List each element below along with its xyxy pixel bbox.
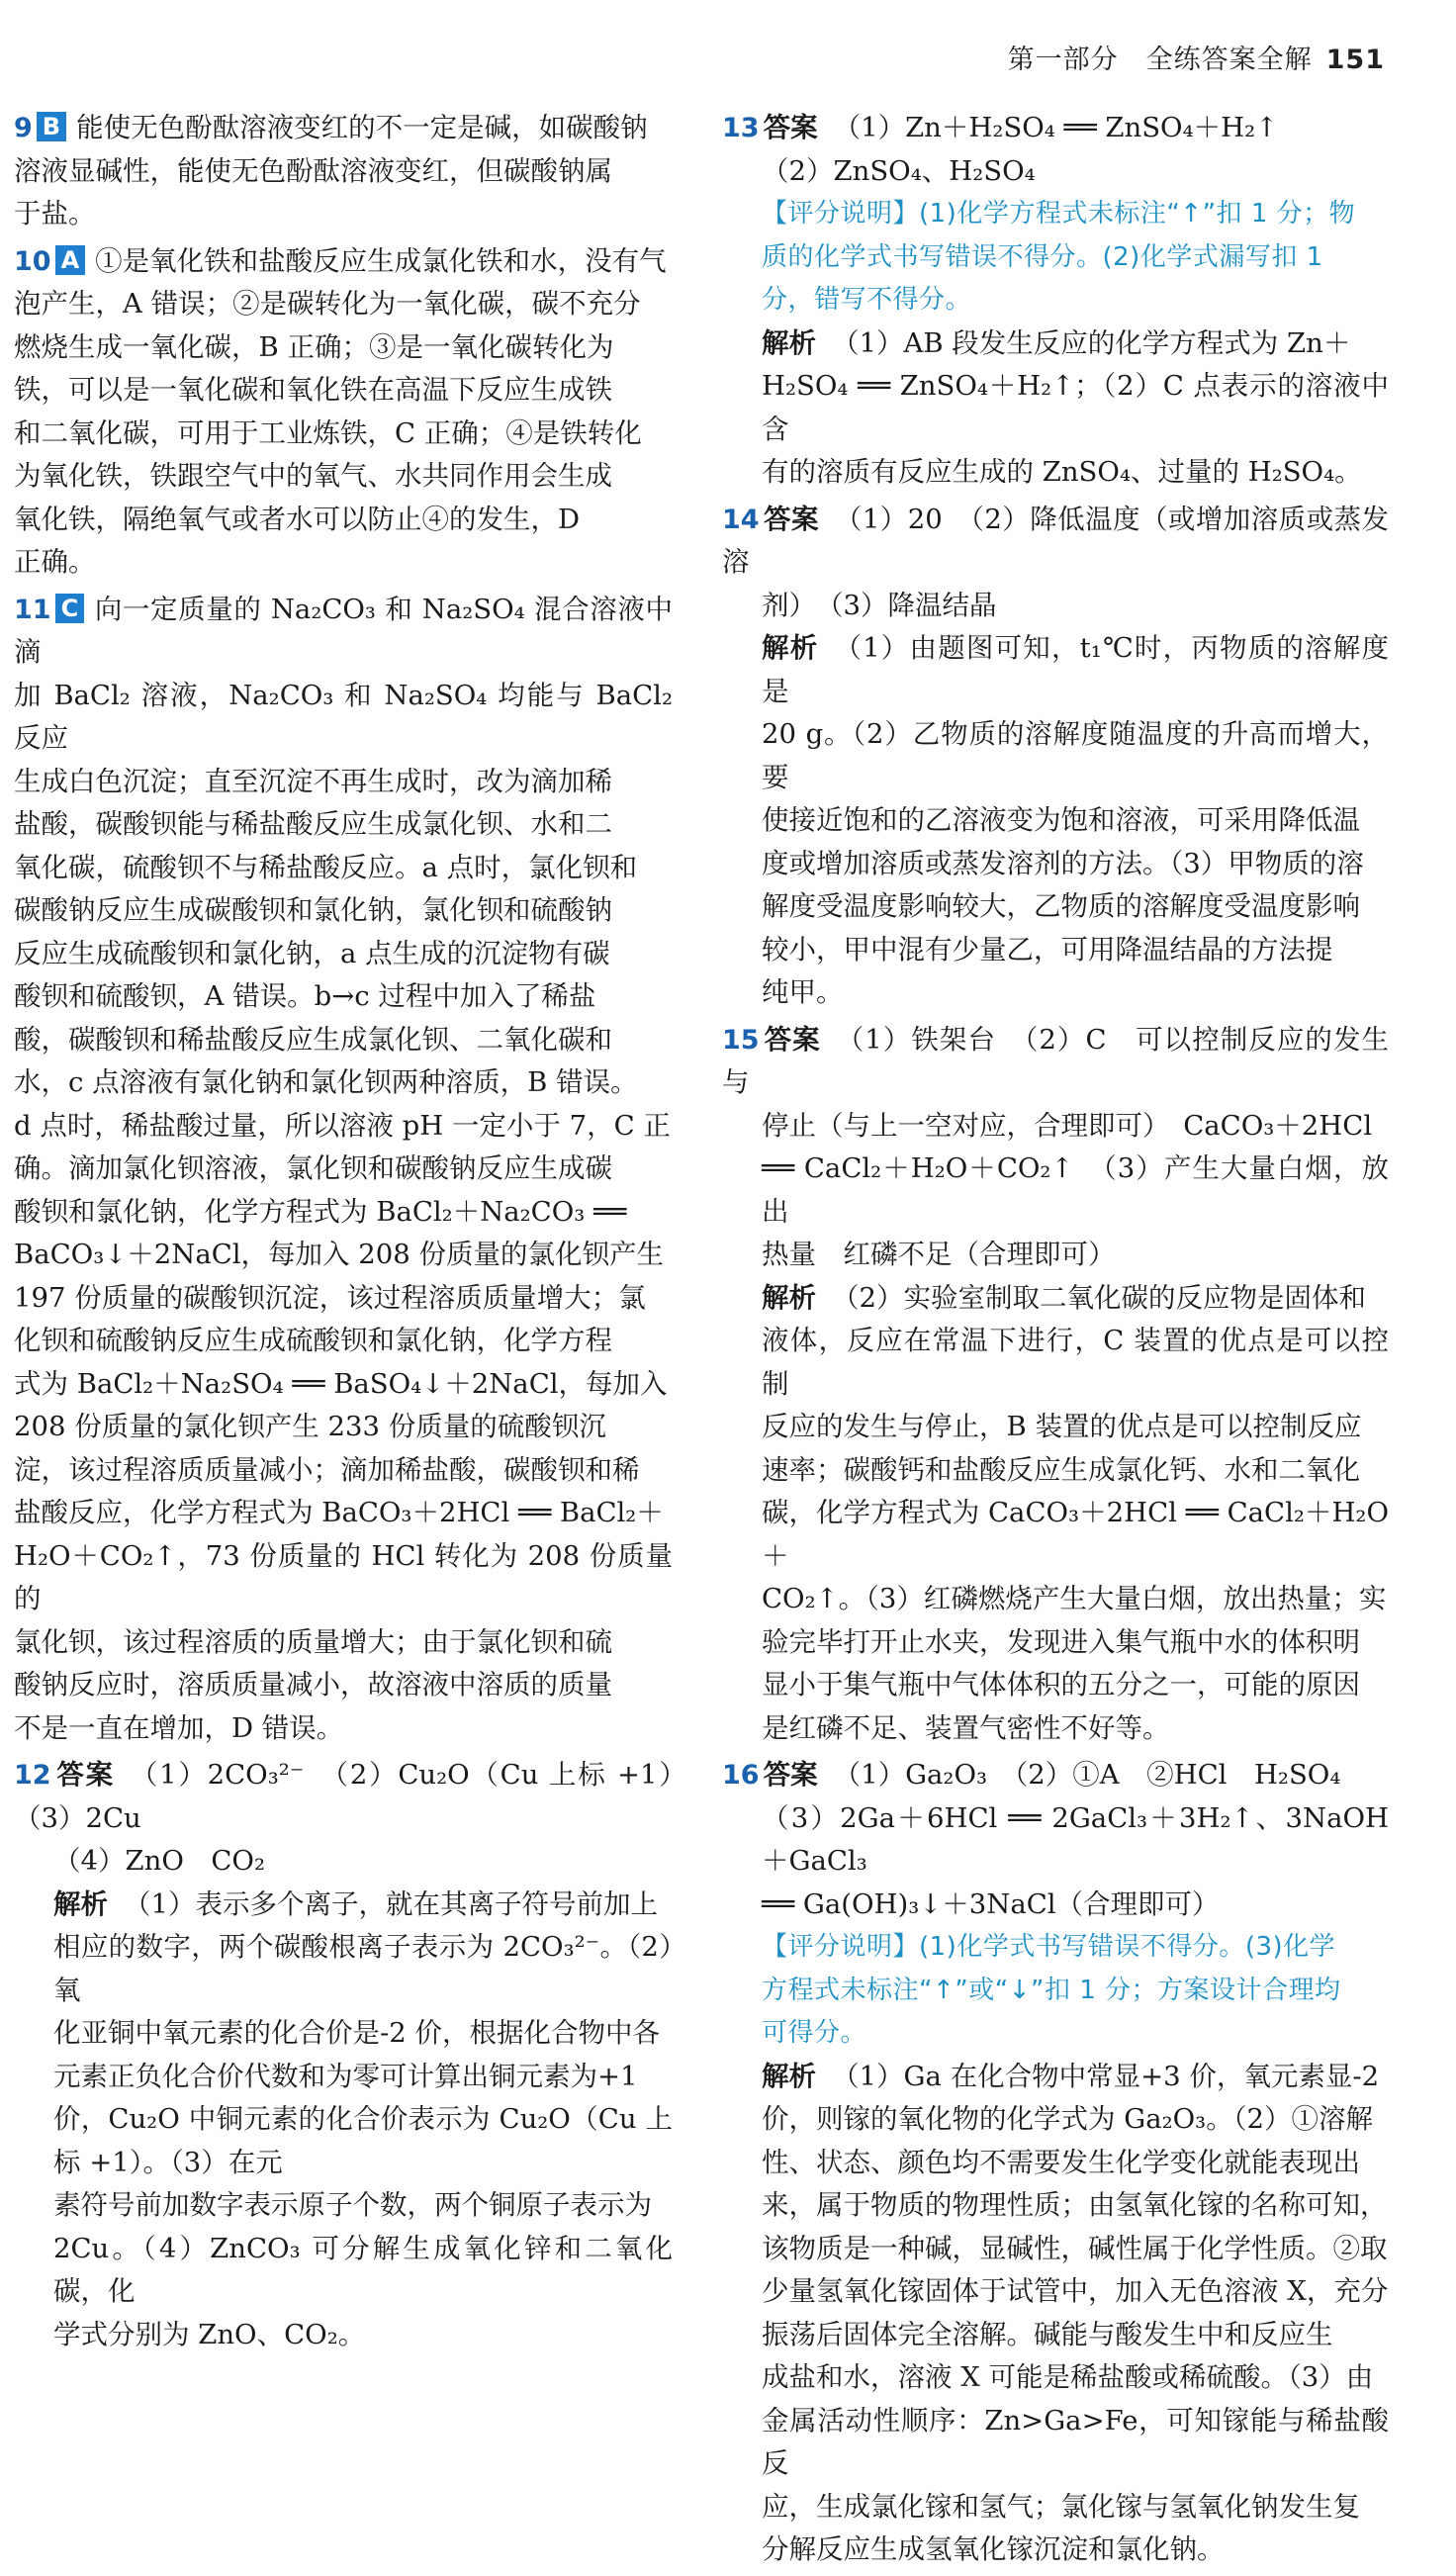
scoring-note-line: 方程式未标注“↑”或“↓”扣 1 分；方案设计合理均	[762, 1975, 1341, 2005]
question-number: 14	[722, 504, 760, 535]
question-11	[14, 589, 673, 1751]
analysis-line: 使接近饱和的乙溶液变为饱和溶液，可采用降低温	[762, 804, 1360, 836]
explanation-line: 酸钡和硫酸钡，A 错误。b→c 过程中加入了稀盐	[14, 980, 596, 1012]
question-number: 15	[722, 1024, 760, 1056]
analysis-line: 速率；碳酸钙和盐酸反应生成氯化钙、水和二氧化	[762, 1453, 1360, 1486]
analysis-label: 解析	[762, 326, 816, 359]
explanation-line: 208 份质量的氯化钡产生 233 份质量的硫酸钡沉	[14, 1411, 606, 1442]
explanation-line: ①是氧化铁和盐酸反应生成氯化铁和水，没有气	[95, 244, 667, 277]
analysis-line: 较小，甲中混有少量乙，可用降温结晶的方法提	[762, 933, 1333, 966]
question-number: 12	[14, 1760, 51, 1791]
analysis-label: 解析	[762, 2060, 816, 2092]
answer-label: 答案	[54, 1759, 115, 1791]
analysis-line: H₂SO₄ ══ ZnSO₄＋H₂↑；（2）C 点表示的溶液中含	[762, 370, 1389, 445]
explanation-line: 于盐。	[14, 198, 96, 230]
answer-line: （2）ZnSO₄、H₂SO₄	[762, 154, 1036, 187]
answer-badge: A	[55, 245, 86, 275]
header-title: 第一部分 全练答案全解	[1007, 45, 1313, 75]
question-10	[14, 240, 673, 585]
analysis-label: 解析	[762, 1281, 816, 1314]
analysis-line: （1）表示多个离子，就在其离子符号前加上	[124, 1887, 658, 1920]
answer-line: （1）铁架台 （2）C 可以控制反应的发生与	[722, 1023, 1389, 1098]
explanation-line: 泡产生，A 错误；②是碳转化为一氧化碳，碳不充分	[14, 288, 641, 320]
analysis-line: 应，生成氯化镓和氢气；氯化镓与氢氧化钠发生复	[762, 2490, 1360, 2523]
explanation-line: H₂O＋CO₂↑，73 份质量的 HCl 转化为 208 份质量的	[14, 1539, 673, 1614]
explanation-line: 和二氧化碳，可用于工业炼铁，C 正确；④是铁转化	[14, 416, 642, 449]
analysis-label: 解析	[53, 1887, 108, 1920]
explanation-line: 氧化碳，硫酸钡不与稀盐酸反应。a 点时，氯化钡和	[14, 851, 638, 883]
scoring-note-line: 【评分说明】(1)化学方程式未标注“↑”扣 1 分；物	[762, 199, 1356, 229]
explanation-line: 正确。	[14, 546, 96, 578]
page-number: 151	[1325, 45, 1385, 75]
analysis-line: 振荡后固体完全溶解。碱能与酸发生中和反应生	[762, 2318, 1333, 2350]
analysis-line: 价，Cu₂O 中铜元素的化合价表示为 Cu₂O（Cu 上标 +1）。（3）在元	[53, 2103, 673, 2178]
explanation-line: BaCO₃↓＋2NaCl，每加入 208 份质量的氯化钡产生	[14, 1239, 665, 1270]
analysis-line: 性、状态、颜色均不需要发生化学变化就能表现出	[762, 2146, 1360, 2178]
question-number: 9	[14, 113, 33, 143]
right-column	[722, 107, 1389, 2576]
analysis-label: 解析	[762, 632, 819, 664]
scoring-note-line: 质的化学式书写错误不得分。(2)化学式漏写扣 1	[762, 241, 1323, 272]
analysis-line: （1）AB 段发生反应的化学方程式为 Zn＋	[832, 326, 1351, 359]
explanation-line: 水，c 点溶液有氯化钠和氯化钡两种溶质，B 错误。	[14, 1066, 638, 1098]
answer-line: 剂） （3）降温结晶	[762, 589, 997, 621]
question-15	[722, 1019, 1389, 1751]
answer-badge: C	[55, 594, 85, 623]
analysis-line: 解度受温度影响较大，乙物质的溶解度受温度影响	[762, 890, 1360, 922]
answer-line: （1）20 （2）降低温度（或增加溶质或蒸发溶	[722, 503, 1390, 578]
answer-label: 答案	[763, 1759, 818, 1791]
question-13	[722, 107, 1389, 495]
analysis-line: 2Cu。（4）ZnCO₃ 可分解生成氧化锌和二氧化碳，化	[53, 2232, 673, 2307]
answer-line: 停止（与上一空对应，合理即可） CaCO₃＋2HCl	[762, 1109, 1373, 1142]
analysis-line: 纯甲。	[762, 976, 844, 1008]
question-number: 16	[722, 1760, 760, 1791]
answer-line: （3）2Ga＋6HCl ══ 2GaCl₃＋3H₂↑、3NaOH＋GaCl₃	[762, 1801, 1389, 1877]
answer-label: 答案	[763, 112, 818, 143]
analysis-line: CO₂↑。（3）红磷燃烧产生大量白烟，放出热量；实	[762, 1583, 1387, 1614]
question-number: 11	[14, 594, 51, 625]
explanation-line: 197 份质量的碳酸钡沉淀，该过程溶质质量增大；氯	[14, 1281, 646, 1314]
explanation-line: 向一定质量的 Na₂CO₃ 和 Na₂SO₄ 混合溶液中滴	[14, 593, 673, 668]
scoring-note-line: 分，错写不得分。	[762, 285, 972, 315]
analysis-line: 是红磷不足、装置气密性不好等。	[762, 1711, 1170, 1744]
question-16	[722, 1754, 1389, 2572]
analysis-line: （2）实验室制取二氧化碳的反应物是固体和	[832, 1281, 1366, 1314]
question-12	[14, 1754, 700, 2356]
analysis-line: 反应的发生与停止，B 装置的优点是可以控制反应	[762, 1411, 1362, 1442]
analysis-line: 成盐和水，溶液 X 可能是稀盐酸或稀硫酸。（3）由	[762, 2361, 1374, 2393]
analysis-line: 碳，化学方程式为 CaCO₃＋2HCl ══ CaCl₂＋H₂O＋	[762, 1497, 1389, 1572]
analysis-line: 化亚铜中氧元素的化合价是-2 价，根据化合物中各	[53, 2017, 661, 2049]
explanation-line: 式为 BaCl₂＋Na₂SO₄ ══ BaSO₄↓＋2NaCl，每加入	[14, 1367, 668, 1400]
analysis-line: 学式分别为 ZnO、CO₂。	[53, 2318, 366, 2350]
question-number: 10	[14, 245, 51, 277]
explanation-line: 酸，碳酸钡和稀盐酸反应生成氯化钡、二氧化碳和	[14, 1023, 612, 1056]
analysis-line: （1）Ga 在化合物中常显+3 价，氧元素显-2	[832, 2060, 1380, 2092]
question-number: 13	[722, 113, 760, 143]
answer-line: 热量 红磷不足（合理即可）	[762, 1239, 1116, 1270]
explanation-line: 盐酸反应，化学方程式为 BaCO₃＋2HCl ══ BaCl₂＋	[14, 1497, 664, 1528]
explanation-line: 确。滴加氯化钡溶液，氯化钡和碳酸钠反应生成碳	[14, 1152, 612, 1184]
analysis-line: 分解反应生成氢氧化镓沉淀和氯化钠。	[762, 2533, 1225, 2565]
answer-line: （1）2CO₃²⁻ （2）Cu₂O（Cu 上标 +1） （3）2Cu	[14, 1759, 700, 1834]
answer-line: （1）Ga₂O₃ （2）①A ②HCl H₂SO₄	[833, 1759, 1341, 1791]
explanation-line: 酸钡和氯化钠，化学方程式为 BaCl₂＋Na₂CO₃ ══	[14, 1195, 627, 1228]
analysis-line: 来，属于物质的物理性质；由氢氧化镓的名称可知，	[762, 2189, 1388, 2221]
explanation-line: 溶液显碱性，能使无色酚酞溶液变红，但碳酸钠属	[14, 154, 612, 187]
explanation-line: 氧化铁，隔绝氧气或者水可以防止④的发生，D	[14, 503, 581, 535]
explanation-line: 酸钠反应时，溶质质量减小，故溶液中溶质的质量	[14, 1669, 612, 1701]
analysis-line: 价，则镓的氧化物的化学式为 Ga₂O₃。（2）①溶解	[762, 2103, 1373, 2135]
analysis-line: 元素正负化合价代数和为零可计算出铜元素为+1	[53, 2060, 638, 2092]
explanation-line: 淀，该过程溶质质量减小；滴加稀盐酸，碳酸钡和稀	[14, 1453, 640, 1486]
analysis-line: 少量氢氧化镓固体于试管中，加入无色溶液 X，充分	[762, 2275, 1389, 2307]
answer-label: 答案	[763, 1023, 821, 1056]
explanation-line: 碳酸钠反应生成碳酸钡和氯化钠，氯化钡和硫酸钠	[14, 894, 612, 926]
analysis-line: 验完毕打开止水夹，发现进入集气瓶中水的体积明	[762, 1625, 1360, 1658]
explanation-line: 生成白色沉淀；直至沉淀不再生成时，改为滴加稀	[14, 765, 612, 797]
explanation-line: 盐酸，碳酸钡能与稀盐酸反应生成氯化钡、水和二	[14, 808, 612, 840]
scoring-note-line: 可得分。	[762, 2018, 867, 2048]
answer-line: （1）Zn＋H₂SO₄ ══ ZnSO₄＋H₂↑	[833, 112, 1279, 143]
page-header	[1008, 38, 1385, 76]
question-14	[722, 499, 1389, 1015]
analysis-line: （1）由题图可知，t₁℃时，丙物质的溶解度是	[762, 632, 1389, 707]
answer-line: （4）ZnO CO₂	[53, 1845, 265, 1877]
scoring-note-line: 【评分说明】(1)化学式书写错误不得分。(3)化学	[762, 1932, 1336, 1962]
analysis-line: 素符号前加数字表示原子个数，两个铜原子表示为	[53, 2189, 652, 2221]
explanation-line: 燃烧生成一氧化碳，B 正确；③是一氧化碳转化为	[14, 330, 614, 363]
explanation-line: 加 BaCl₂ 溶液，Na₂CO₃ 和 Na₂SO₄ 均能与 BaCl₂ 反应	[14, 679, 673, 754]
explanation-line: 反应生成硫酸钡和氯化钠，a 点生成的沉淀物有碳	[14, 937, 610, 969]
explanation-line: 化钡和硫酸钠反应生成硫酸钡和氯化钠，化学方程	[14, 1325, 612, 1356]
analysis-line: 有的溶质有反应生成的 ZnSO₄、过量的 H₂SO₄。	[762, 456, 1362, 488]
left-column	[14, 107, 700, 2360]
answer-badge: B	[37, 112, 66, 141]
explanation-line: d 点时，稀盐酸过量，所以溶液 pH 一定小于 7，C 正	[14, 1109, 671, 1142]
analysis-line: 显小于集气瓶中气体体积的五分之一，可能的原因	[762, 1669, 1360, 1701]
explanation-line: 为氧化铁，铁跟空气中的氧气、水共同作用会生成	[14, 460, 612, 492]
answer-label: 答案	[763, 503, 819, 535]
answer-line: ══ Ga(OH)₃↓＋3NaCl（合理即可）	[762, 1887, 1220, 1920]
analysis-line: 相应的数字，两个碳酸根离子表示为 2CO₃²⁻。（2）氧	[53, 1931, 673, 2006]
explanation-line: 能使无色酚酞溶液变红的不一定是碱，如碳酸钠	[76, 112, 648, 143]
analysis-line: 液体，反应在常温下进行，C 装置的优点是可以控制	[762, 1325, 1389, 1400]
answer-line: ══ CaCl₂＋H₂O＋CO₂↑ （3）产生大量白烟，放出	[762, 1152, 1389, 1228]
analysis-line: 金属活动性顺序：Zn>Ga>Fe，可知镓能与稀盐酸反	[762, 2404, 1389, 2479]
question-9	[14, 107, 673, 236]
analysis-line: 度或增加溶质或蒸发溶剂的方法。（3）甲物质的溶	[762, 847, 1364, 879]
explanation-line: 铁，可以是一氧化碳和氧化铁在高温下反应生成铁	[14, 374, 612, 406]
analysis-line: 20 g。（2）乙物质的溶解度随温度的升高而增大，要	[762, 718, 1389, 793]
explanation-line: 不是一直在增加，D 错误。	[14, 1711, 344, 1744]
explanation-line: 氯化钡，该过程溶质的质量增大；由于氯化钡和硫	[14, 1625, 612, 1658]
analysis-line: 该物质是一种碱，显碱性，碱性属于化学性质。②取	[762, 2232, 1388, 2264]
